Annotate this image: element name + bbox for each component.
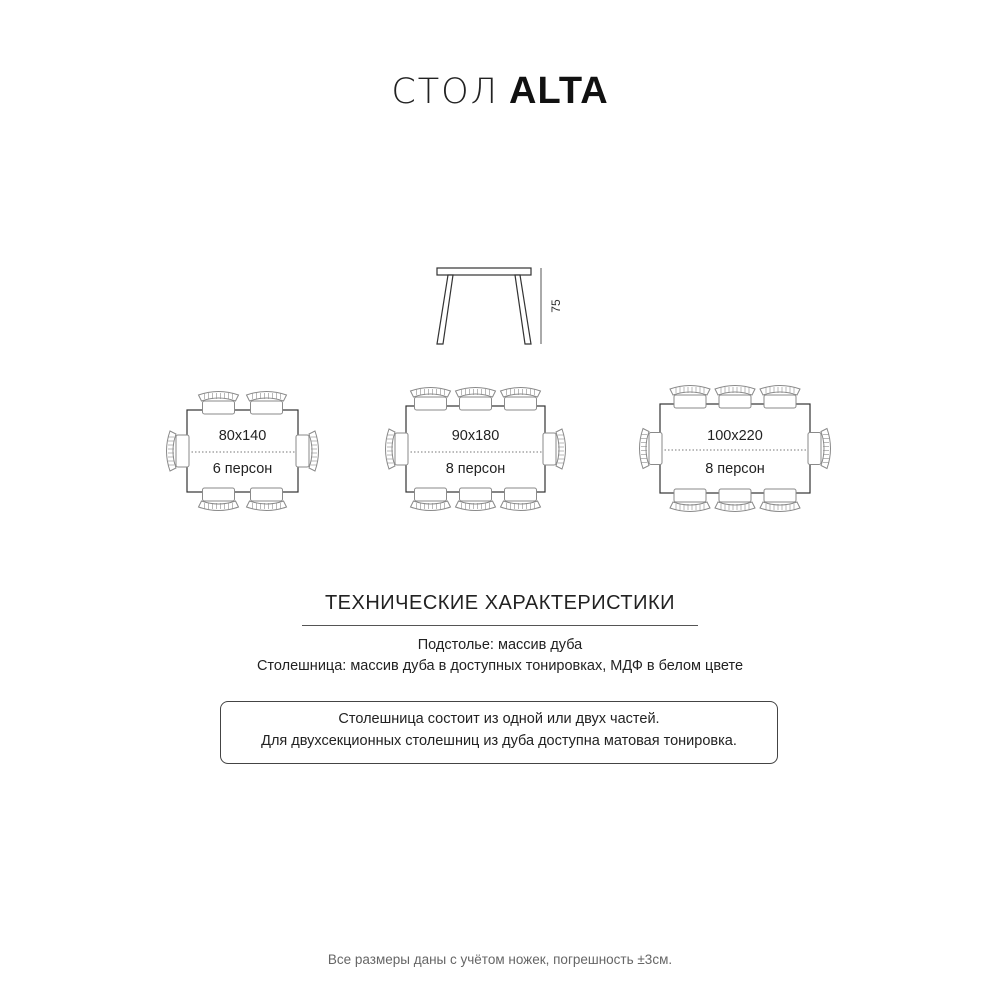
table-side-view [437, 268, 563, 344]
title-word-table: СТОЛ [391, 72, 499, 112]
chair-seat [203, 488, 235, 501]
spec-top: Столешница: массив дуба в доступных тонировках, МДФ в белом цвете [256, 658, 744, 674]
chair-top [199, 392, 239, 415]
table-size-label: 80x140 [218, 428, 267, 444]
chair-seat [764, 489, 796, 502]
chair-right [808, 429, 831, 469]
chair-seat [176, 435, 189, 467]
table-leg-right [515, 275, 531, 344]
table-size-label: 100x220 [707, 428, 763, 444]
chair-bottom [760, 489, 800, 512]
chair-bottom [670, 489, 710, 512]
chair-left [386, 429, 409, 469]
chair-seat [808, 433, 821, 465]
chair-seat [674, 489, 706, 502]
chair-seat [415, 397, 447, 410]
chair-seat [649, 433, 662, 465]
specs-divider [302, 625, 698, 626]
chair-bottom [411, 488, 451, 511]
chair-bottom [715, 489, 755, 512]
chair-top [715, 386, 755, 409]
chair-top [760, 386, 800, 409]
chair-bottom [456, 488, 496, 511]
chair-top [456, 388, 496, 411]
table-top-view [187, 410, 298, 492]
footer-disclaimer: Все размеры даны с учётом ножек, погрешность ±3см. [327, 952, 673, 967]
chair-seat [415, 488, 447, 501]
chair-seat [251, 488, 283, 501]
chair-seat [395, 433, 408, 465]
chair-top [411, 388, 451, 411]
table-top-view [660, 404, 810, 493]
chair-seat [460, 397, 492, 410]
chair-bottom [199, 488, 239, 511]
chair-bottom [247, 488, 287, 511]
table-top-view [406, 406, 545, 492]
chair-seat [543, 433, 556, 465]
layout-90x180 [386, 388, 566, 511]
chair-bottom [501, 488, 541, 511]
chair-seat [296, 435, 309, 467]
chair-seat [764, 395, 796, 408]
chair-seat [719, 489, 751, 502]
chair-seat [719, 395, 751, 408]
table-size-label: 90x180 [451, 428, 500, 444]
chair-right [543, 429, 566, 469]
chair-top [247, 392, 287, 415]
spec-base: Подстолье: массив дуба [417, 637, 583, 653]
tabletop-profile [437, 268, 531, 275]
chair-top [670, 386, 710, 409]
chair-seat [460, 488, 492, 501]
chair-seat [251, 401, 283, 414]
note-line-2: Для двухсекционных столешниц из дуба доступна матовая тонировка. [261, 733, 737, 749]
table-capacity-label: 6 персон [212, 461, 273, 477]
table-capacity-label: 8 персон [705, 461, 765, 477]
chair-seat [505, 488, 537, 501]
layout-80x140 [167, 392, 319, 511]
chair-left [167, 431, 190, 471]
chair-seat [674, 395, 706, 408]
chair-seat [505, 397, 537, 410]
chair-right [296, 431, 319, 471]
title-model-name: ALTA [509, 70, 609, 112]
table-leg-left [437, 275, 453, 344]
note-line-1: Столешница состоит из одной или двух частей. [338, 711, 660, 727]
chair-top [501, 388, 541, 411]
height-dimension-label: 75 [549, 299, 563, 313]
layout-100x220 [640, 386, 831, 512]
table-capacity-label: 8 персон [445, 461, 506, 477]
note-box [220, 701, 778, 764]
chair-left [640, 429, 663, 469]
chair-seat [203, 401, 235, 414]
specs-heading: ТЕХНИЧЕСКИЕ ХАРАКТЕРИСТИКИ [324, 592, 676, 614]
